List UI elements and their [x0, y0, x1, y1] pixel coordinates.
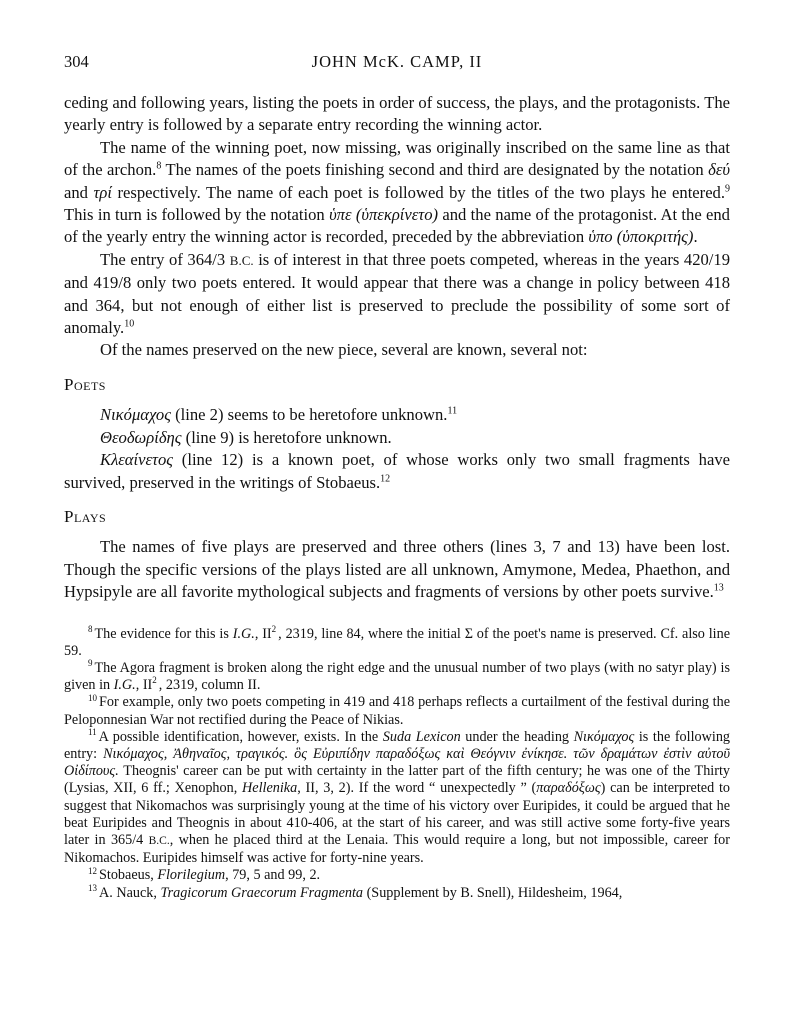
poet-name: Θεοδωρίδης — [100, 427, 182, 447]
greek-notation-tri: τρί — [93, 182, 112, 202]
footnote-ref-12[interactable]: 12 — [380, 472, 391, 484]
footnote-10: $^{10}$ For example, only two poets competing in 419 and 418 perhaps reflects a curtailment of the festival during the Peloponnesian War not rectified during the Peace of Nikias. — [64, 692, 730, 728]
page-header — [64, 52, 730, 78]
footnote-11: $^{11}$ A possible identification, however, exists. In the Suda Lexicon under the heading Νικόμαχος is the following entry: Νικόμαχος, Ἀθηναῖος, τραγικός. ὃς Εὐριπίδην παραδόξως καὶ Θεόγνιν ἐνίκησε. τῶν δραμάτων ἐστὶν αὐτοῦ Οἰδίπους. Theognis' career can be put with certainty in the latter part of the fifth century; he was one of the Thirty (Lysias, XII, 6 ff.; Xenophon, Hellenika, II, 3, 2). If the word “ unexpectedly ” (παραδόξως) can be interpreted to suggest that Nikomachos was surprisingly young at the time of his victory over Euripides, it could be argued that he beat Euripides and Theognis in about 410-406, at the start of his career, and was still active some forty-five years later in 365/4 B.C., when he placed third at the Lenaia. This would require a long, but not impossible, career for Nikomachos. Euripides himself was active for forty-nine years. — [64, 727, 731, 867]
greek-notation-hype: ὑπε (ὑπεκρίνετο) — [329, 205, 439, 225]
greek-notation-hypo: ὑπο (ὑποκριτής) — [588, 227, 694, 247]
bc-abbrev: B.C. — [229, 252, 254, 268]
footnote-ref-11[interactable]: 11 — [447, 405, 458, 417]
footnote-12: $^{12}$ Stobaeus, Florilegium, 79, 5 and 99, 2. — [88, 865, 321, 884]
poet-entry-kleainetos: Κλεαίνετος (line 12) is a known poet, of whose works only two small fragments have survived, preserved in the writings of Stobaeus.$^{12}$ — [64, 450, 730, 492]
poet-name: Νικόμαχος — [100, 405, 171, 425]
poet-entry-theodorides: Θεοδωρίδης (line 9) is heretofore unknown. — [100, 427, 392, 447]
section-heading-plays: Plays — [64, 506, 107, 526]
poet-entry-nikomachos: Νικόμαχος (line 2) seems to be heretofore unknown.$^{11}$ — [100, 405, 458, 425]
page-number: 304 — [64, 52, 89, 71]
paragraph-4: Of the names preserved on the new piece, several are known, several not: — [100, 340, 588, 360]
paragraph-1: ceding and following years, listing the poets in order of success, the plays, and the protagonists. The yearly entry is followed by a separate entry recording the winning actor. — [64, 93, 730, 135]
greek-notation-deu: δεύ — [708, 160, 731, 180]
paragraph-5: The names of five plays are preserved and three others (lines 3, 7 and 13) have been lost. Though the specific versions of the plays listed are all unknown, Amymone, Medea, Phaethon, and Hypsipyle are all favorite mythological subjects and fragments of versions by other poets survive.$^{13}$ — [64, 537, 730, 602]
footnote-ref-13[interactable]: 13 — [713, 582, 724, 594]
footnote-ref-9[interactable]: 9 — [725, 183, 731, 195]
paragraph-2: The name of the winning poet, now missing, was originally inscribed on the same line as that of the archon.$^8$ The names of the poets finishing second and third are designated by the notation δεύ and τρί respectively. The name of each poet is followed by the titles of the two plays he entered.$^9$ This in turn is followed by the notation ὑπε (ὑπεκρίνετο) and the name of the protagonist. At the end of the yearly entry the winning actor is recorded, preceded by the abbreviation ὑπο (ὑποκριτής). — [64, 137, 731, 247]
page — [64, 52, 730, 902]
footnote-13: $^{13}$ A. Nauck, Tragicorum Graecorum Fragmenta (Supplement by B. Snell), Hildesheim, 1964, — [88, 882, 623, 901]
paragraph-3: The entry of 364/3 B.C. is of interest in that three poets competed, whereas in the years 420/19 and 419/8 only two poets entered. It would appear that there was a change in policy between 418 and 364, but not enough of either list is preserved to preclude the possibility of some sort of anomaly.$^{10}$ — [64, 249, 730, 338]
body-text — [64, 92, 730, 604]
poet-name: Κλεαίνετος — [100, 450, 173, 470]
running-title: JOHN McK. CAMP, II — [311, 52, 483, 71]
footnote-ref-10[interactable]: 10 — [124, 318, 135, 330]
footnote-8: $^8$ The evidence for this is I.G., II$^2$ , 2319, line 84, where the initial Σ of the poet's name is preserved. Cf. also line 59. — [64, 623, 731, 659]
footnote-9: $^9$ The Agora fragment is broken along the right edge and the unusual number of two plays (with no satyr play) is given in I.G., II$^2$ , 2319, column II. — [64, 658, 730, 694]
footnotes — [64, 623, 731, 902]
section-heading-poets: Poets — [64, 374, 106, 394]
footnote-ref-8[interactable]: 8 — [156, 160, 162, 172]
